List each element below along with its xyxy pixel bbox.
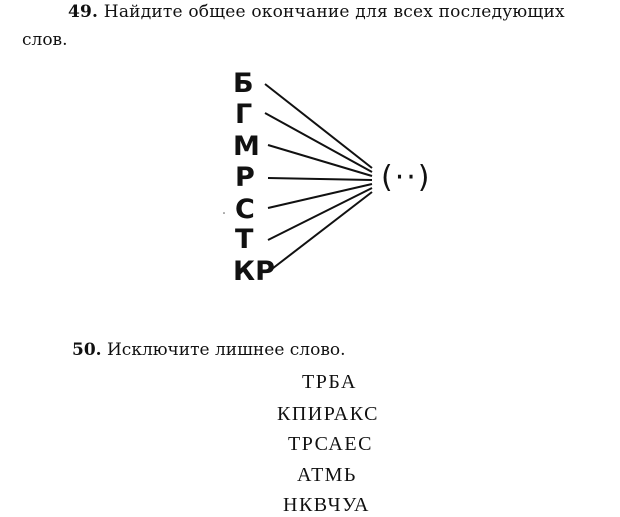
word-1: КПИРАКС xyxy=(277,403,379,425)
ending-placeholder: (··) xyxy=(381,160,432,195)
problem-49-text-line1: Найдите общее окончание для всех последующих xyxy=(103,2,565,22)
word-0: ТРБА xyxy=(302,371,358,393)
word-4: НКВЧУА xyxy=(283,494,370,516)
word-2: ТРСАЕС xyxy=(288,433,373,455)
letter-4: С xyxy=(235,194,255,225)
letter-3: Р xyxy=(235,162,255,193)
word-3: АТМЬ xyxy=(297,464,357,486)
line-letter-3 xyxy=(268,178,372,180)
letter-5: Т xyxy=(235,224,254,255)
letter-2: М xyxy=(233,131,260,162)
line-letter-2 xyxy=(268,145,372,176)
problem-50-number: 50. xyxy=(72,340,102,360)
problem-50-heading xyxy=(72,338,346,362)
speck-mark xyxy=(223,212,225,214)
line-letter-0 xyxy=(265,84,372,168)
problem-49-number: 49. xyxy=(68,2,99,22)
line-letter-1 xyxy=(265,113,372,172)
letter-0: Б xyxy=(233,68,254,99)
letter-1: Г xyxy=(235,99,253,130)
problem-50-text: Исключите лишнее слово. xyxy=(106,340,346,360)
letter-6: КР xyxy=(233,256,275,287)
converging-lines xyxy=(265,84,372,272)
problem-49-text-line2: слов. xyxy=(22,30,68,50)
